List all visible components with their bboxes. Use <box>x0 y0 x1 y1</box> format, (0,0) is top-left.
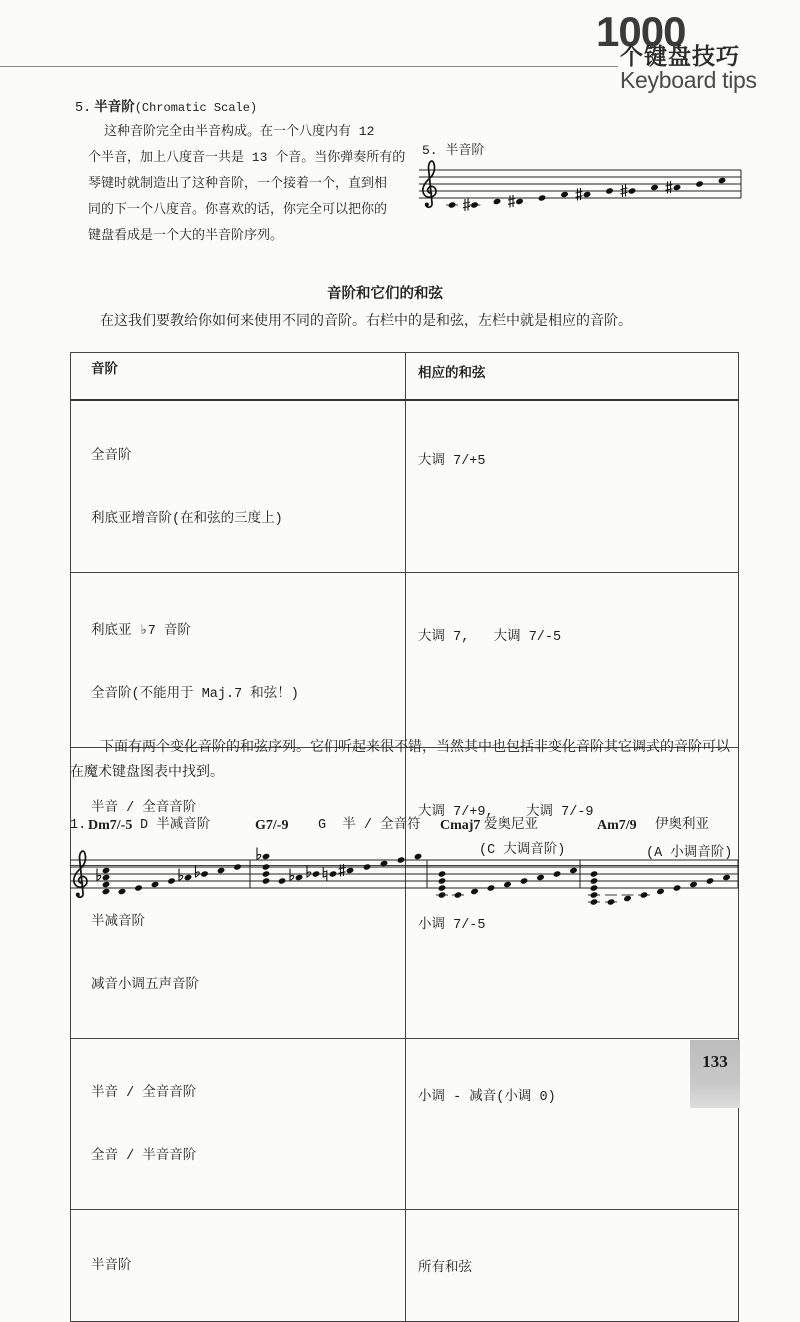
sharp-sign <box>339 864 346 877</box>
figure-caption: 5. 半音阶 <box>422 143 485 158</box>
note-head <box>650 184 659 191</box>
chord-cell <box>406 573 739 748</box>
example-number: 1. <box>70 818 87 833</box>
note-head <box>583 191 592 198</box>
header-rule <box>0 66 618 67</box>
scale-name: 半音阶 <box>91 1259 132 1274</box>
note-head <box>487 884 496 891</box>
note-head <box>134 884 143 891</box>
note-head <box>363 863 372 870</box>
chord-cell <box>406 1210 739 1322</box>
note-head <box>397 856 406 863</box>
paragraph-line: 在魔术键盘图表中找到。 <box>70 765 224 781</box>
note-head <box>607 898 616 905</box>
note-head <box>102 874 111 881</box>
chord-names: 小调 7/-5 <box>418 918 486 933</box>
paragraph-line: 个半音，加上八度音一共是 13 个音。当你弹奏所有的 <box>88 150 406 165</box>
note-head <box>590 898 599 905</box>
paragraph-line: 键盘看成是一个大的半音阶序列。 <box>88 228 284 243</box>
scale-chord-table <box>70 352 739 1322</box>
scale-name: 全音 / 半音音阶 <box>91 1149 197 1164</box>
note-head <box>569 867 578 874</box>
note-head <box>722 874 731 881</box>
note-head <box>262 877 271 884</box>
scale-name: 半音 / 全音音阶 <box>91 1086 197 1101</box>
scale-cell <box>71 1210 406 1322</box>
book-series-number: 1000 <box>596 8 686 55</box>
sharp-sign <box>576 188 583 201</box>
book-title-chinese: 个键盘技巧 <box>620 44 740 70</box>
note-head <box>673 184 682 191</box>
sharp-sign <box>666 181 673 194</box>
section-heading <box>75 99 257 118</box>
note-head <box>590 884 599 891</box>
chord-names: 小调 - 减音(小调 0) <box>418 1090 556 1105</box>
note-head <box>102 888 111 895</box>
note-head <box>167 877 176 884</box>
treble-clef-tail <box>76 893 80 897</box>
chord-scale-label: 爱奥尼亚 <box>484 818 538 833</box>
chord-scale-label: 伊奥利亚 <box>655 818 709 833</box>
note-head <box>262 863 271 870</box>
page-number: 133 <box>702 1052 728 1071</box>
scale-cell <box>71 1039 406 1210</box>
paragraph-line: 这种音阶完全由半音构成。在一个八度内有 12 <box>104 124 375 139</box>
chord-names: 大调 7, 大调 7/-5 <box>418 630 562 645</box>
note-head <box>656 888 665 895</box>
note-head <box>102 881 111 888</box>
flat-sign <box>257 848 261 860</box>
table-header-row <box>71 353 739 401</box>
header-scale: 音阶 <box>71 353 406 401</box>
note-head <box>628 187 637 194</box>
note-head <box>706 877 715 884</box>
note-head <box>278 877 287 884</box>
flat-sign <box>290 869 294 881</box>
table-row <box>71 1039 739 1210</box>
chord-symbol: Cmaj7 <box>440 818 481 833</box>
flat-sign <box>179 869 183 881</box>
note-head <box>346 867 355 874</box>
note-head <box>623 895 632 902</box>
table-row <box>71 1210 739 1322</box>
chord-symbol: Dm7/-5 <box>88 818 133 833</box>
note-head <box>553 870 562 877</box>
section-title: 半音阶 <box>94 101 135 116</box>
note-head <box>503 881 512 888</box>
scale-cell <box>71 400 406 573</box>
header-chords: 相应的和弦 <box>406 353 739 401</box>
chord-names: 大调 7/+5 <box>418 454 486 469</box>
chord-scale-label: D 半减音阶 <box>140 818 211 833</box>
note-head <box>102 867 111 874</box>
note-head <box>590 877 599 884</box>
scale-name: 半减音阶 <box>91 915 145 930</box>
note-head <box>673 884 682 891</box>
section-title-english: (Chromatic Scale) <box>134 101 258 115</box>
table-row <box>71 573 739 748</box>
sharp-sign <box>508 195 515 208</box>
paragraph-line: 琴键时就制造出了这种音阶，一个接着一个，直到相 <box>88 176 388 191</box>
scale-name: 减音小调五声音阶 <box>91 978 199 993</box>
treble-clef-tail <box>425 203 429 207</box>
chord-progression-staff <box>66 842 746 914</box>
note-head <box>448 201 457 208</box>
note-head <box>438 870 447 877</box>
paragraph-line: 下面有两个变化音阶的和弦序列。它们听起来很不错，当然其中也包括非变化音阶其它调式的音阶可以 <box>100 740 730 756</box>
chord-cell <box>406 1039 739 1210</box>
note-head <box>536 874 545 881</box>
note-head <box>414 853 423 860</box>
scale-name: 全音阶 <box>91 449 132 464</box>
note-head <box>295 874 304 881</box>
scale-name: 利底亚 ♭7 音阶 <box>91 624 191 639</box>
page-number-box <box>690 1040 740 1108</box>
scale-name: 全音阶(不能用于 Maj.7 和弦！) <box>91 687 299 702</box>
note-head <box>590 891 599 898</box>
book-title-english: Keyboard tips <box>620 67 757 93</box>
chord-scale-note: (A 小调音阶) <box>646 846 733 861</box>
section-title-scales-chords: 音阶和它们的和弦 <box>327 287 443 303</box>
note-head <box>438 884 447 891</box>
chord-scale-note: (C 大调音阶) <box>479 843 566 858</box>
note-head <box>233 863 242 870</box>
note-head <box>520 877 529 884</box>
chord-cell <box>406 400 739 573</box>
note-head <box>470 888 479 895</box>
note-head <box>493 198 502 205</box>
note-head <box>217 867 226 874</box>
note-head <box>200 870 209 877</box>
scale-cell <box>71 573 406 748</box>
note-head <box>454 891 463 898</box>
note-head <box>312 870 321 877</box>
scale-name: 半音 / 全音音阶 <box>91 801 197 816</box>
note-head <box>590 870 599 877</box>
note-head <box>262 870 271 877</box>
note-head <box>470 201 479 208</box>
note-head <box>538 194 547 201</box>
note-head <box>151 881 160 888</box>
note-head <box>689 881 698 888</box>
flat-sign <box>97 869 101 881</box>
chord-scale-label: G 半 / 全音符 <box>318 818 421 833</box>
table-row <box>71 400 739 573</box>
note-head <box>515 198 524 205</box>
section-number: 5. <box>75 101 92 116</box>
note-head <box>560 191 569 198</box>
note-head <box>718 177 727 184</box>
note-head <box>262 853 271 860</box>
note-head <box>329 870 338 877</box>
section-intro: 在这我们要教给你如何来使用不同的音阶。右栏中的是和弦，左栏中就是相应的音阶。 <box>100 314 632 330</box>
note-head <box>640 891 649 898</box>
paragraph-line: 同的下一个八度音。你喜欢的话，你完全可以把你的 <box>88 202 388 217</box>
note-head <box>438 891 447 898</box>
note-head <box>184 874 193 881</box>
note-head <box>605 187 614 194</box>
scale-name: 利底亚增音阶(在和弦的三度上) <box>91 512 283 527</box>
note-head <box>695 180 704 187</box>
note-head <box>118 888 127 895</box>
chromatic-scale-staff <box>415 158 745 222</box>
chord-symbol: Am7/9 <box>597 818 637 833</box>
chord-symbol: G7/-9 <box>255 818 289 833</box>
chord-names: 大调 7/+9, 大调 7/-9 <box>418 805 594 820</box>
note-head <box>380 860 389 867</box>
note-head <box>438 877 447 884</box>
chord-names: 所有和弦 <box>418 1261 472 1276</box>
